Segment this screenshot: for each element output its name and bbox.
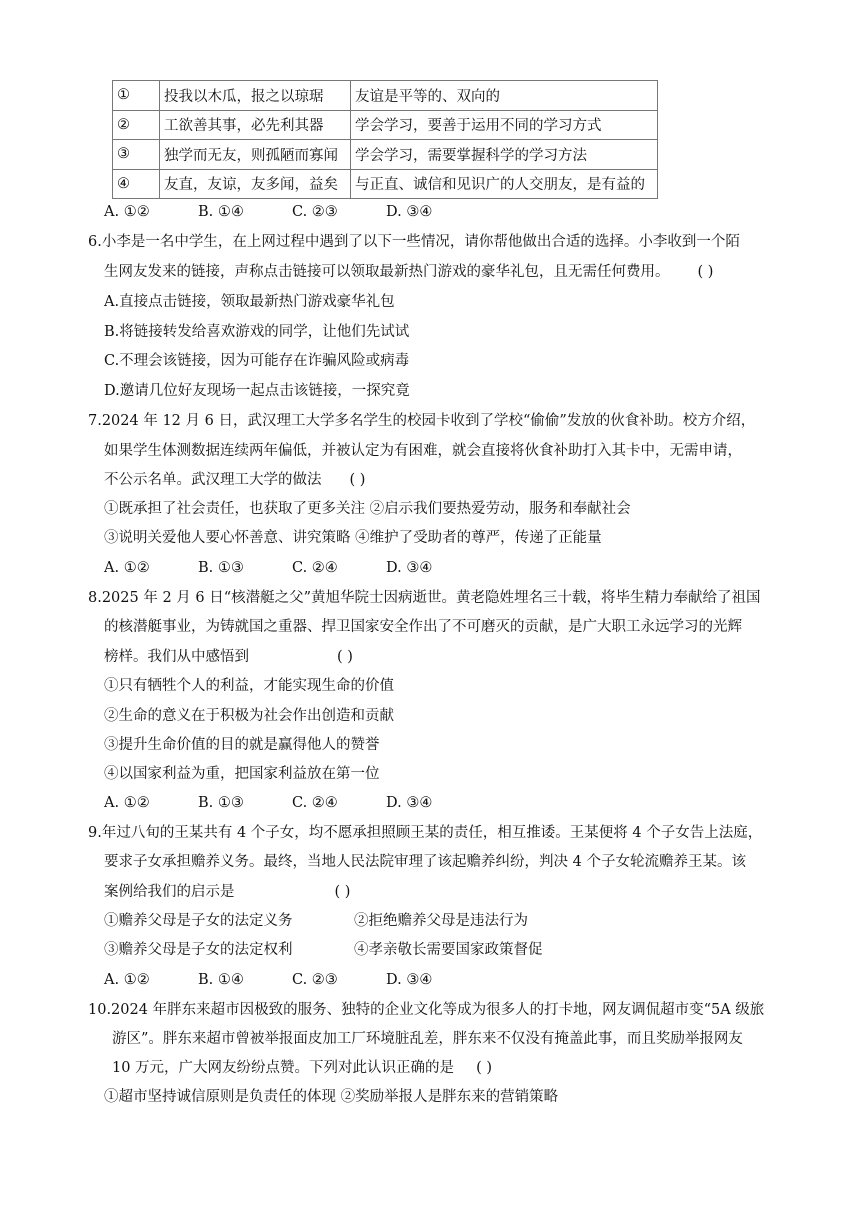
answer-paren: ( )	[337, 649, 353, 665]
q9-statement: ①赡养父母是子女的法定义务	[104, 913, 293, 929]
q8-statement: ①只有牺牲个人的利益，才能实现生命的价值	[104, 678, 394, 694]
choice-a[interactable]: A. ①②	[104, 560, 150, 576]
choice-c[interactable]: C. ②③	[292, 204, 338, 220]
answer-paren: ( )	[349, 472, 366, 488]
choice-b[interactable]: B. ①③	[198, 795, 244, 811]
table-cell: 独学而无友，则孤陋而寡闻	[160, 140, 351, 170]
q9-stem-line: 9.年过八旬的王某共有 4 个子女，均不愿承担照顾王某的责任，相互推诿。王某便将 4 个子女告上法庭，	[88, 825, 763, 841]
q10-stem-line	[112, 1058, 492, 1078]
choice-a[interactable]: A. ①②	[104, 972, 150, 988]
choice-d[interactable]: D. ③④	[386, 795, 433, 811]
q9-stem-line: 要求子女承担赡养义务。最终，当地人民法院审理了该起赡养纠纷，判决 4 个子女轮流赡养王某。该	[104, 854, 746, 870]
table-cell: 友直，友谅，友多闻，益矣	[160, 169, 351, 199]
table-row	[113, 81, 658, 111]
q8-stem-text: 榜样。我们从中感悟到	[104, 649, 249, 665]
choice-c[interactable]: C. ②④	[292, 560, 338, 576]
q10-stem-line: 10.2024 年胖东来超市因极致的服务、独特的企业文化等成为很多人的打卡地，网友调侃超市变“5A 级旅	[88, 1002, 765, 1018]
q10-statements: ①超市坚持诚信原则是负责任的体现 ②奖励举报人是胖东来的营销策略	[104, 1089, 559, 1105]
q5-choices	[104, 202, 432, 222]
q9-statement: ②拒绝赡养父母是违法行为	[354, 913, 528, 929]
choice-a[interactable]: A. ①②	[104, 204, 150, 220]
table-cell: ①	[113, 81, 160, 111]
choice-c[interactable]: C. ②④	[292, 795, 338, 811]
q7-statements: ①既承担了社会责任，也获取了更多关注 ②启示我们要热爱劳动，服务和奉献社会	[104, 501, 631, 517]
choice-b[interactable]: B. ①④	[198, 204, 244, 220]
q8-stem-line: 的核潜艇事业，为铸就国之重器、捍卫国家安全作出了不可磨灭的贡献，是广大职工永远学习的光辉	[104, 619, 742, 635]
q10-stem-text: 10 万元，广大网友纷纷点赞。下列对此认识正确的是	[112, 1060, 455, 1076]
choice-c[interactable]: C. ②③	[292, 972, 338, 988]
choice-d[interactable]: D. ③④	[386, 204, 433, 220]
q7-stem-text: 不公示名单。武汉理工大学的做法	[104, 472, 322, 488]
q6-stem-line: 6.小李是一名中学生，在上网过程中遇到了以下一些情况，请你帮他做出合适的选择。小李收到一个陌	[88, 234, 740, 250]
q6-stem-line	[104, 262, 713, 282]
q9-statement: ③赡养父母是子女的法定权利	[104, 942, 293, 958]
table-row	[113, 169, 658, 199]
q5-options-table	[112, 80, 658, 199]
answer-paren: ( )	[334, 884, 351, 900]
q6-stem-text: 生网友发来的链接，声称点击链接可以领取最新热门游戏的豪华礼包，且无需任何费用。	[104, 264, 670, 280]
q6-option-b[interactable]: B.将链接转发给喜欢游戏的同学，让他们先试试	[104, 324, 410, 340]
q7-stem-line: 7.2024 年 12 月 6 日，武汉理工大学多名学生的校园卡收到了学校“偷偷”发放的伙食补助。校方介绍，	[88, 413, 756, 429]
q8-stem-line	[104, 647, 353, 667]
q9-stem-text: 案例给我们的启示是	[104, 884, 235, 900]
q6-option-a[interactable]: A.直接点击链接，领取最新热门游戏豪华礼包	[104, 294, 395, 310]
table-cell: 友谊是平等的、双向的	[351, 81, 658, 111]
q8-stem-line: 8.2025 年 2 月 6 日“核潜艇之父”黄旭华院士因病逝世。黄老隐姓埋名三十载，将毕生精力奉献给了祖国	[88, 590, 761, 606]
answer-paren: ( )	[697, 264, 714, 280]
choice-b[interactable]: B. ①③	[198, 560, 244, 576]
q7-stem-line: 如果学生体测数据连续两年偏低，并被认定为有困难，就会直接将伙食补助打入其卡中，无需申请，	[104, 443, 742, 459]
q8-statement: ②生命的意义在于积极为社会作出创造和贡献	[104, 708, 394, 724]
q7-stem-line	[104, 470, 365, 490]
q8-statement: ④以国家利益为重，把国家利益放在第一位	[104, 766, 380, 782]
q10-stem-line: 游区”。胖东来超市曾被举报面皮加工厂环境脏乱差，胖东来不仅没有掩盖此事，而且奖励举报网友	[112, 1031, 743, 1047]
table-cell: 学会学习，要善于运用不同的学习方式	[351, 110, 658, 140]
q8-choices	[104, 793, 432, 813]
q8-statement: ③提升生命价值的目的就是赢得他人的赞誉	[104, 737, 380, 753]
q9-statement: ④孝亲敬长需要国家政策督促	[354, 942, 543, 958]
choice-b[interactable]: B. ①④	[198, 972, 244, 988]
q9-choices	[104, 970, 432, 990]
q6-option-c[interactable]: C.不理会该链接，因为可能存在诈骗风险或病毒	[104, 353, 410, 369]
q9-stem-line	[104, 882, 350, 902]
q7-statements: ③说明关爱他人要心怀善意、讲究策略 ④维护了受助者的尊严，传递了正能量	[104, 530, 602, 546]
table-cell: ③	[113, 140, 160, 170]
table-cell: 工欲善其事，必先利其器	[160, 110, 351, 140]
choice-d[interactable]: D. ③④	[386, 972, 433, 988]
answer-paren: ( )	[476, 1060, 492, 1076]
q7-choices	[104, 558, 432, 578]
choice-d[interactable]: D. ③④	[386, 560, 433, 576]
table-cell: 投我以木瓜，报之以琼琚	[160, 81, 351, 111]
table-row	[113, 140, 658, 170]
q6-option-d[interactable]: D.邀请几位好友现场一起点击该链接，一探究竟	[104, 383, 410, 399]
table-cell: ④	[113, 169, 160, 199]
table-cell: ②	[113, 110, 160, 140]
table-row	[113, 110, 658, 140]
table-cell: 与正直、诚信和见识广的人交朋友，是有益的	[351, 169, 658, 199]
choice-a[interactable]: A. ①②	[104, 795, 150, 811]
table-cell: 学会学习，需要掌握科学的学习方法	[351, 140, 658, 170]
